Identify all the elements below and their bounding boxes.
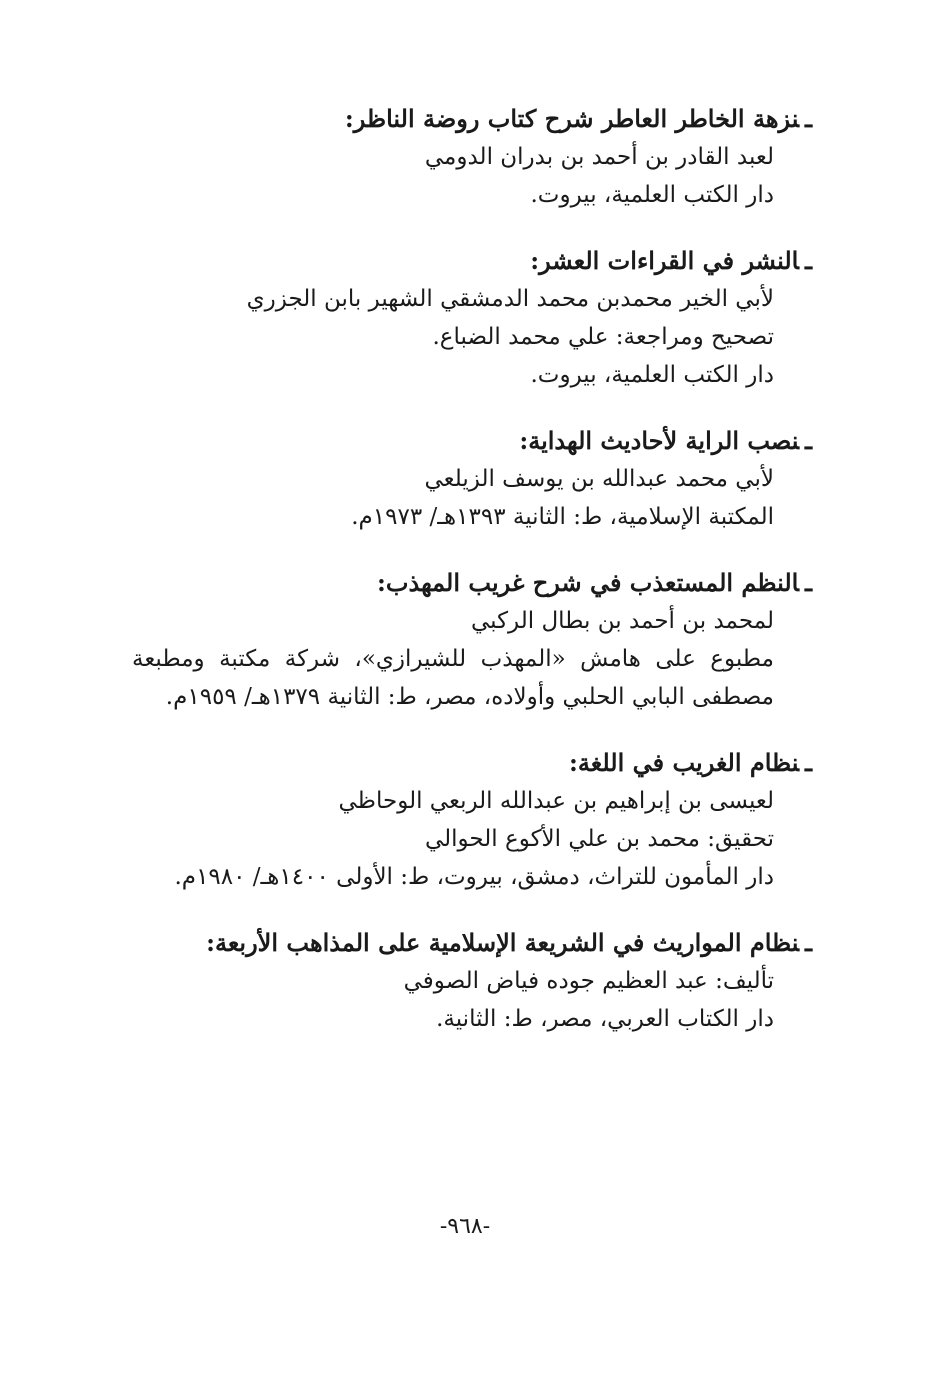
bibliography-entry: [132, 744, 812, 896]
entry-title: ـنظام المواريث في الشريعة الإسلامية على المذاهب الأربعة:: [206, 928, 812, 957]
bibliography-entry: [132, 242, 812, 394]
bullet-dash: ـ: [804, 568, 812, 597]
bullet-dash: ـ: [804, 426, 812, 455]
bullet-dash: ـ: [804, 928, 812, 957]
entry-title: ـنزهة الخاطر العاطر شرح كتاب روضة الناظر:: [344, 104, 812, 133]
entry-publisher: دار المأمون للتراث، دمشق، بيروت، ط: الأولى ١٤٠٠هـ/ ١٩٨٠م.: [174, 864, 774, 890]
bullet-dash: ـ: [804, 748, 812, 777]
entry-title: ـالنشر في القراءات العشر:: [530, 246, 812, 275]
entry-author: لأبي محمد عبدالله بن يوسف الزيلعي: [424, 466, 774, 492]
bibliography-entry: [132, 100, 812, 214]
bullet-dash: ـ: [804, 246, 812, 275]
entry-editor: تصحيح ومراجعة: علي محمد الضباع.: [432, 324, 774, 350]
entry-title: ـالنظم المستعذب في شرح غريب المهذب:: [377, 568, 812, 597]
entry-publisher: دار الكتب العلمية، بيروت.: [530, 182, 774, 208]
bibliography-list: [132, 100, 812, 1066]
entry-author: لعيسى بن إبراهيم بن عبدالله الربعي الوحاظي: [338, 788, 774, 814]
entry-title: ـنصب الراية لأحاديث الهداية:: [519, 426, 812, 455]
entry-author: لأبي الخير محمدبن محمد الدمشقي الشهير بابن الجزري: [246, 286, 774, 312]
bullet-dash: ـ: [804, 104, 812, 133]
bibliography-entry: [132, 422, 812, 536]
entry-publisher: دار الكتب العلمية، بيروت.: [530, 362, 774, 388]
entry-author: تأليف: عبد العظيم جوده فياض الصوفي: [403, 968, 774, 994]
entry-publisher: المكتبة الإسلامية، ط: الثانية ١٣٩٣هـ/ ١٩٧٣م.: [351, 504, 774, 530]
entry-author: لمحمد بن أحمد بن بطال الركبي: [470, 608, 774, 634]
entry-editor: تحقيق: محمد بن علي الأكوع الحوالي: [424, 826, 774, 852]
entry-publisher: دار الكتاب العربي، مصر، ط: الثانية.: [436, 1006, 774, 1032]
bibliography-entry: [132, 924, 812, 1038]
entry-title: ـنظام الغريب في اللغة:: [569, 748, 812, 777]
entry-author: لعبد القادر بن أحمد بن بدران الدومي: [424, 144, 774, 170]
bibliography-entry: [132, 564, 812, 716]
page-number: -٩٦٨-: [439, 1214, 491, 1239]
entry-publisher: مطبوع على هامش «المهذب للشيرازي»، شركة مكتبة ومطبعة مصطفى البابي الحلبي وأولاده، مصر، ط: الثانية ١٣٧٩هـ/ ١٩٥٩م.: [132, 646, 774, 710]
